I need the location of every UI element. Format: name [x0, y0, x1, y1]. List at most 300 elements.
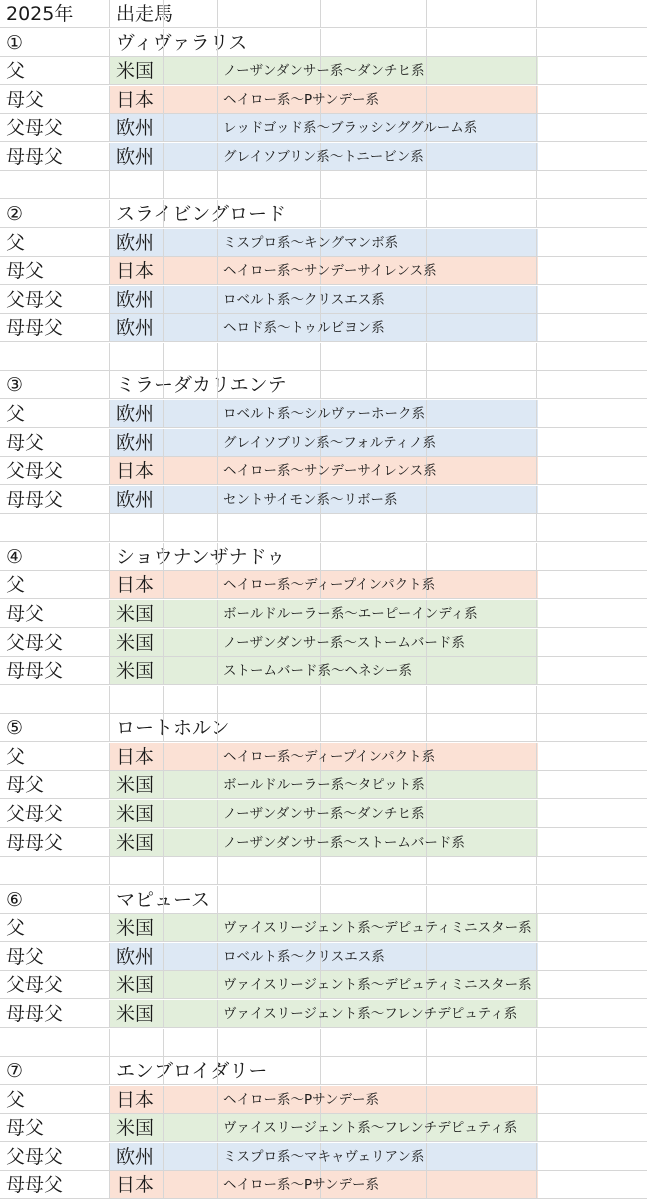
region-label: 日本 — [116, 460, 155, 483]
grid-cell[interactable] — [218, 343, 321, 371]
region-label: 米国 — [116, 1002, 155, 1025]
grid-cell[interactable] — [537, 714, 647, 742]
grid-cell[interactable] — [218, 1029, 321, 1057]
grid-cell[interactable] — [110, 1143, 164, 1171]
grid-cell[interactable] — [218, 371, 321, 399]
grid-cell[interactable] — [164, 571, 218, 599]
grid-cell[interactable] — [110, 543, 164, 571]
horse-name: ミラーダカリエンテ — [116, 374, 287, 397]
pedigree-row — [0, 771, 647, 799]
grid-cell[interactable] — [0, 29, 110, 57]
grid-cell[interactable] — [427, 800, 537, 828]
grid-cell[interactable] — [537, 829, 647, 857]
sire-line: ヘイロー系〜サンデーサイレンス系 — [223, 463, 437, 480]
grid-cell[interactable] — [537, 943, 647, 971]
grid-cell[interactable] — [427, 571, 537, 599]
grid-cell[interactable] — [0, 114, 110, 142]
grid-cell[interactable] — [427, 371, 537, 399]
grid-cell[interactable] — [164, 229, 218, 257]
horse-number: ⑤ — [6, 717, 24, 740]
grid-cell[interactable] — [110, 1029, 164, 1057]
grid-cell[interactable] — [164, 400, 218, 428]
pedigree-row — [0, 657, 647, 685]
grid-cell[interactable] — [537, 114, 647, 142]
grid-cell[interactable] — [537, 571, 647, 599]
grid-cell[interactable] — [110, 886, 164, 914]
grid-cell[interactable] — [110, 57, 164, 85]
column-title: 出走馬 — [116, 3, 174, 25]
region-label: 日本 — [116, 574, 155, 597]
grid-cell[interactable] — [427, 486, 537, 514]
grid-cell[interactable] — [218, 543, 321, 571]
region-label: 欧州 — [116, 1145, 155, 1168]
grid-cell[interactable] — [427, 143, 537, 171]
pedigree-row — [0, 400, 647, 428]
grid-cell[interactable] — [110, 829, 164, 857]
grid-cell[interactable] — [537, 86, 647, 114]
pedigree-row — [0, 1086, 647, 1114]
grid-cell[interactable] — [427, 514, 537, 542]
grid-cell[interactable] — [0, 514, 110, 542]
grid-cell[interactable] — [110, 657, 164, 685]
horse-name-row — [0, 371, 647, 399]
sire-line: ヘイロー系〜ディープインパクト系 — [223, 748, 436, 765]
pedigree-row — [0, 86, 647, 114]
grid-cell[interactable] — [110, 743, 164, 771]
region-label: 米国 — [116, 631, 155, 654]
grid-cell[interactable] — [427, 1057, 537, 1085]
pedigree-row — [0, 1143, 647, 1171]
pedigree-row — [0, 286, 647, 314]
grid-cell[interactable] — [427, 29, 537, 57]
grid-cell[interactable] — [164, 943, 218, 971]
grid-cell[interactable] — [218, 686, 321, 714]
grid-cell[interactable] — [0, 286, 110, 314]
grid-cell[interactable] — [537, 1114, 647, 1142]
sire-line: ストームバード系〜ヘネシー系 — [223, 663, 412, 680]
grid-cell[interactable] — [164, 886, 218, 914]
grid-cell[interactable] — [110, 857, 164, 885]
grid-cell[interactable] — [537, 771, 647, 799]
grid-cell[interactable] — [321, 857, 427, 885]
grid-cell[interactable] — [218, 171, 321, 199]
grid-cell[interactable] — [321, 29, 427, 57]
grid-cell[interactable] — [0, 1171, 110, 1199]
grid-cell[interactable] — [427, 343, 537, 371]
grid-cell[interactable] — [110, 114, 164, 142]
relation-label: 父母父 — [6, 631, 64, 654]
grid-cell[interactable] — [427, 0, 537, 28]
grid-cell[interactable] — [110, 257, 164, 285]
grid-cell[interactable] — [164, 800, 218, 828]
relation-label: 母父 — [6, 88, 45, 111]
grid-cell[interactable] — [537, 600, 647, 628]
grid-cell[interactable] — [164, 629, 218, 657]
grid-cell[interactable] — [427, 857, 537, 885]
grid-cell[interactable] — [164, 543, 218, 571]
grid-cell[interactable] — [0, 571, 110, 599]
grid-cell[interactable] — [110, 371, 164, 399]
grid-cell[interactable] — [427, 429, 537, 457]
grid-cell[interactable] — [0, 371, 110, 399]
grid-cell[interactable] — [427, 771, 537, 799]
grid-cell[interactable] — [537, 486, 647, 514]
grid-cell[interactable] — [0, 857, 110, 885]
grid-cell[interactable] — [164, 343, 218, 371]
grid-cell[interactable] — [321, 0, 427, 28]
grid-cell[interactable] — [321, 343, 427, 371]
grid-cell[interactable] — [427, 257, 537, 285]
grid-cell[interactable] — [164, 1057, 218, 1085]
region-label: 米国 — [116, 602, 155, 625]
grid-cell[interactable] — [537, 1057, 647, 1085]
grid-cell[interactable] — [218, 857, 321, 885]
grid-cell[interactable] — [0, 1029, 110, 1057]
grid-cell[interactable] — [427, 657, 537, 685]
grid-cell[interactable] — [0, 1114, 110, 1142]
region-label: 欧州 — [116, 488, 155, 511]
grid-cell[interactable] — [537, 743, 647, 771]
region-label: 米国 — [116, 60, 155, 83]
grid-cell[interactable] — [110, 457, 164, 485]
horse-name: ショウナンザナドゥ — [116, 545, 286, 568]
grid-cell[interactable] — [110, 600, 164, 628]
horse-name: ヴィヴァラリス — [116, 31, 248, 54]
grid-cell[interactable] — [427, 1086, 537, 1114]
grid-cell[interactable] — [110, 514, 164, 542]
grid-cell[interactable] — [0, 1086, 110, 1114]
grid-cell[interactable] — [427, 171, 537, 199]
grid-cell[interactable] — [0, 429, 110, 457]
grid-cell[interactable] — [164, 86, 218, 114]
pedigree-row — [0, 743, 647, 771]
grid-cell[interactable] — [164, 1114, 218, 1142]
grid-cell[interactable] — [164, 857, 218, 885]
grid-cell[interactable] — [537, 971, 647, 999]
grid-cell[interactable] — [218, 200, 321, 228]
grid-cell[interactable] — [218, 714, 321, 742]
sire-line: ノーザンダンサー系〜ストームバード系 — [223, 834, 465, 851]
grid-cell[interactable] — [427, 943, 537, 971]
grid-cell[interactable] — [164, 771, 218, 799]
grid-cell[interactable] — [218, 29, 321, 57]
grid-cell[interactable] — [164, 486, 218, 514]
grid-cell[interactable] — [537, 543, 647, 571]
grid-cell[interactable] — [110, 486, 164, 514]
grid-cell[interactable] — [164, 114, 218, 142]
grid-cell[interactable] — [537, 171, 647, 199]
grid-cell[interactable] — [537, 57, 647, 85]
grid-cell[interactable] — [110, 629, 164, 657]
grid-cell[interactable] — [0, 143, 110, 171]
grid-cell[interactable] — [164, 0, 218, 28]
relation-label: 父 — [6, 60, 26, 83]
grid-cell[interactable] — [0, 314, 110, 342]
grid-cell[interactable] — [0, 771, 110, 799]
blank-row — [0, 857, 647, 885]
grid-cell[interactable] — [110, 571, 164, 599]
grid-cell[interactable] — [537, 29, 647, 57]
grid-cell[interactable] — [427, 886, 537, 914]
grid-cell[interactable] — [0, 257, 110, 285]
grid-cell[interactable] — [164, 514, 218, 542]
grid-cell[interactable] — [0, 86, 110, 114]
grid-cell[interactable] — [427, 286, 537, 314]
relation-label: 父 — [6, 402, 26, 425]
grid-cell[interactable] — [110, 0, 164, 28]
grid-cell[interactable] — [110, 314, 164, 342]
grid-cell[interactable] — [427, 57, 537, 85]
grid-cell[interactable] — [0, 0, 110, 28]
grid-cell[interactable] — [164, 1171, 218, 1199]
grid-cell[interactable] — [164, 29, 218, 57]
grid-cell[interactable] — [537, 1086, 647, 1114]
grid-cell[interactable] — [164, 143, 218, 171]
sire-line: ロベルト系〜シルヴァーホーク系 — [223, 405, 426, 422]
grid-cell[interactable] — [427, 86, 537, 114]
grid-cell[interactable] — [164, 914, 218, 942]
relation-label: 父 — [6, 574, 26, 597]
pedigree-row — [0, 229, 647, 257]
grid-cell[interactable] — [0, 1143, 110, 1171]
grid-cell[interactable] — [427, 200, 537, 228]
grid-cell[interactable] — [164, 714, 218, 742]
grid-cell[interactable] — [164, 1029, 218, 1057]
grid-cell[interactable] — [110, 1057, 164, 1085]
pedigree-row — [0, 1000, 647, 1028]
grid-cell[interactable] — [164, 371, 218, 399]
grid-cell[interactable] — [537, 686, 647, 714]
region-label: 欧州 — [116, 145, 155, 168]
pedigree-row — [0, 829, 647, 857]
grid-cell[interactable] — [218, 514, 321, 542]
grid-cell[interactable] — [110, 1000, 164, 1028]
grid-cell[interactable] — [0, 886, 110, 914]
grid-cell[interactable] — [427, 714, 537, 742]
grid-cell[interactable] — [0, 743, 110, 771]
grid-cell[interactable] — [164, 657, 218, 685]
grid-cell[interactable] — [218, 0, 321, 28]
grid-cell[interactable] — [427, 743, 537, 771]
region-label: 欧州 — [116, 117, 155, 140]
grid-cell[interactable] — [537, 914, 647, 942]
grid-cell[interactable] — [321, 714, 427, 742]
grid-cell[interactable] — [110, 86, 164, 114]
grid-cell[interactable] — [537, 657, 647, 685]
relation-label: 父母父 — [6, 460, 64, 483]
grid-cell[interactable] — [321, 514, 427, 542]
grid-cell[interactable] — [427, 457, 537, 485]
grid-cell[interactable] — [110, 1114, 164, 1142]
grid-cell[interactable] — [0, 200, 110, 228]
grid-cell[interactable] — [110, 200, 164, 228]
grid-cell[interactable] — [321, 1029, 427, 1057]
grid-cell[interactable] — [537, 1029, 647, 1057]
grid-cell[interactable] — [321, 1057, 427, 1085]
grid-cell[interactable] — [110, 1086, 164, 1114]
grid-cell[interactable] — [164, 1143, 218, 1171]
grid-cell[interactable] — [164, 686, 218, 714]
region-label: 欧州 — [116, 402, 155, 425]
grid-cell[interactable] — [427, 229, 537, 257]
grid-cell[interactable] — [110, 29, 164, 57]
grid-cell[interactable] — [164, 314, 218, 342]
grid-cell[interactable] — [427, 314, 537, 342]
grid-cell[interactable] — [0, 543, 110, 571]
grid-cell[interactable] — [0, 686, 110, 714]
relation-label: 父母父 — [6, 802, 64, 825]
grid-cell[interactable] — [0, 486, 110, 514]
grid-cell[interactable] — [0, 943, 110, 971]
pedigree-row — [0, 457, 647, 485]
grid-cell[interactable] — [164, 200, 218, 228]
pedigree-row — [0, 971, 647, 999]
grid-cell[interactable] — [0, 629, 110, 657]
grid-cell[interactable] — [0, 171, 110, 199]
region-label: 欧州 — [116, 288, 155, 311]
pedigree-row — [0, 57, 647, 85]
grid-cell[interactable] — [164, 57, 218, 85]
grid-cell[interactable] — [0, 400, 110, 428]
grid-cell[interactable] — [164, 286, 218, 314]
grid-cell[interactable] — [164, 457, 218, 485]
sire-line: ヘロド系〜トゥルビヨン系 — [223, 320, 385, 337]
grid-cell[interactable] — [537, 800, 647, 828]
grid-cell[interactable] — [537, 429, 647, 457]
sire-line: ヴァイスリージェント系〜デピュティミニスター系 — [223, 920, 532, 937]
grid-cell[interactable] — [537, 886, 647, 914]
grid-cell[interactable] — [110, 800, 164, 828]
region-label: 欧州 — [116, 231, 155, 254]
grid-cell[interactable] — [537, 343, 647, 371]
grid-cell[interactable] — [110, 229, 164, 257]
grid-cell[interactable] — [321, 886, 427, 914]
grid-cell[interactable] — [0, 600, 110, 628]
grid-cell[interactable] — [537, 229, 647, 257]
grid-cell[interactable] — [427, 1029, 537, 1057]
grid-cell[interactable] — [110, 343, 164, 371]
grid-cell[interactable] — [427, 543, 537, 571]
relation-label: 父 — [6, 917, 26, 940]
grid-cell[interactable] — [110, 400, 164, 428]
grid-cell[interactable] — [110, 143, 164, 171]
grid-cell[interactable] — [537, 286, 647, 314]
grid-cell[interactable] — [218, 1057, 321, 1085]
grid-cell[interactable] — [164, 1000, 218, 1028]
region-label: 米国 — [116, 831, 155, 854]
grid-cell[interactable] — [110, 686, 164, 714]
pedigree-row — [0, 571, 647, 599]
grid-cell[interactable] — [0, 1000, 110, 1028]
grid-cell[interactable] — [0, 1057, 110, 1085]
sire-line: ミスプロ系〜キングマンボ系 — [223, 234, 399, 251]
grid-cell[interactable] — [0, 457, 110, 485]
sire-line: ノーザンダンサー系〜ダンチヒ系 — [223, 805, 425, 822]
relation-label: 父母父 — [6, 1145, 64, 1168]
grid-cell[interactable] — [0, 714, 110, 742]
grid-cell[interactable] — [537, 143, 647, 171]
grid-cell[interactable] — [321, 686, 427, 714]
horse-number: ③ — [6, 374, 24, 397]
grid-cell[interactable] — [537, 1171, 647, 1199]
grid-cell[interactable] — [321, 543, 427, 571]
grid-cell[interactable] — [537, 400, 647, 428]
grid-cell[interactable] — [537, 514, 647, 542]
horse-name-row — [0, 886, 647, 914]
grid-cell[interactable] — [321, 371, 427, 399]
grid-cell[interactable] — [164, 829, 218, 857]
relation-label: 母母父 — [6, 1002, 64, 1025]
grid-cell[interactable] — [164, 600, 218, 628]
grid-cell[interactable] — [537, 1143, 647, 1171]
horse-name: ロートホルン — [116, 717, 230, 740]
grid-cell[interactable] — [537, 200, 647, 228]
relation-label: 母母父 — [6, 317, 64, 340]
grid-cell[interactable] — [164, 743, 218, 771]
grid-cell[interactable] — [164, 257, 218, 285]
grid-cell[interactable] — [110, 714, 164, 742]
grid-cell[interactable] — [110, 429, 164, 457]
grid-cell[interactable] — [537, 857, 647, 885]
grid-cell[interactable] — [0, 343, 110, 371]
grid-cell[interactable] — [0, 657, 110, 685]
grid-cell[interactable] — [537, 629, 647, 657]
grid-cell[interactable] — [164, 1086, 218, 1114]
sire-line: ヴァイスリージェント系〜デピュティミニスター系 — [223, 977, 532, 994]
relation-label: 母父 — [6, 945, 45, 968]
grid-cell[interactable] — [164, 429, 218, 457]
grid-cell[interactable] — [110, 171, 164, 199]
grid-cell[interactable] — [0, 57, 110, 85]
horse-name: スライビングロード — [116, 202, 287, 225]
grid-cell[interactable] — [427, 686, 537, 714]
grid-cell[interactable] — [110, 286, 164, 314]
horse-number: ⑦ — [6, 1060, 24, 1083]
grid-cell[interactable] — [110, 914, 164, 942]
grid-cell[interactable] — [427, 1171, 537, 1199]
grid-cell[interactable] — [427, 1143, 537, 1171]
grid-cell[interactable] — [0, 914, 110, 942]
grid-cell[interactable] — [110, 771, 164, 799]
grid-cell[interactable] — [537, 257, 647, 285]
grid-cell[interactable] — [0, 229, 110, 257]
grid-cell[interactable] — [321, 200, 427, 228]
grid-cell[interactable] — [537, 457, 647, 485]
relation-label: 母父 — [6, 431, 45, 454]
grid-cell[interactable] — [110, 943, 164, 971]
grid-cell[interactable] — [0, 971, 110, 999]
relation-label: 母父 — [6, 602, 45, 625]
grid-cell[interactable] — [110, 1171, 164, 1199]
sire-line: ミスプロ系〜マキャヴェリアン系 — [223, 1148, 425, 1165]
grid-cell[interactable] — [164, 971, 218, 999]
grid-cell[interactable] — [427, 400, 537, 428]
pedigree-row — [0, 800, 647, 828]
blank-row — [0, 686, 647, 714]
horse-name: エンブロイダリー — [116, 1060, 268, 1083]
grid-cell[interactable] — [537, 371, 647, 399]
grid-cell[interactable] — [321, 171, 427, 199]
grid-cell[interactable] — [110, 971, 164, 999]
grid-cell[interactable] — [218, 886, 321, 914]
relation-label: 母母父 — [6, 1174, 64, 1197]
grid-cell[interactable] — [537, 0, 647, 28]
grid-cell[interactable] — [537, 1000, 647, 1028]
grid-cell[interactable] — [0, 829, 110, 857]
grid-cell[interactable] — [164, 171, 218, 199]
grid-cell[interactable] — [0, 800, 110, 828]
grid-cell[interactable] — [537, 314, 647, 342]
